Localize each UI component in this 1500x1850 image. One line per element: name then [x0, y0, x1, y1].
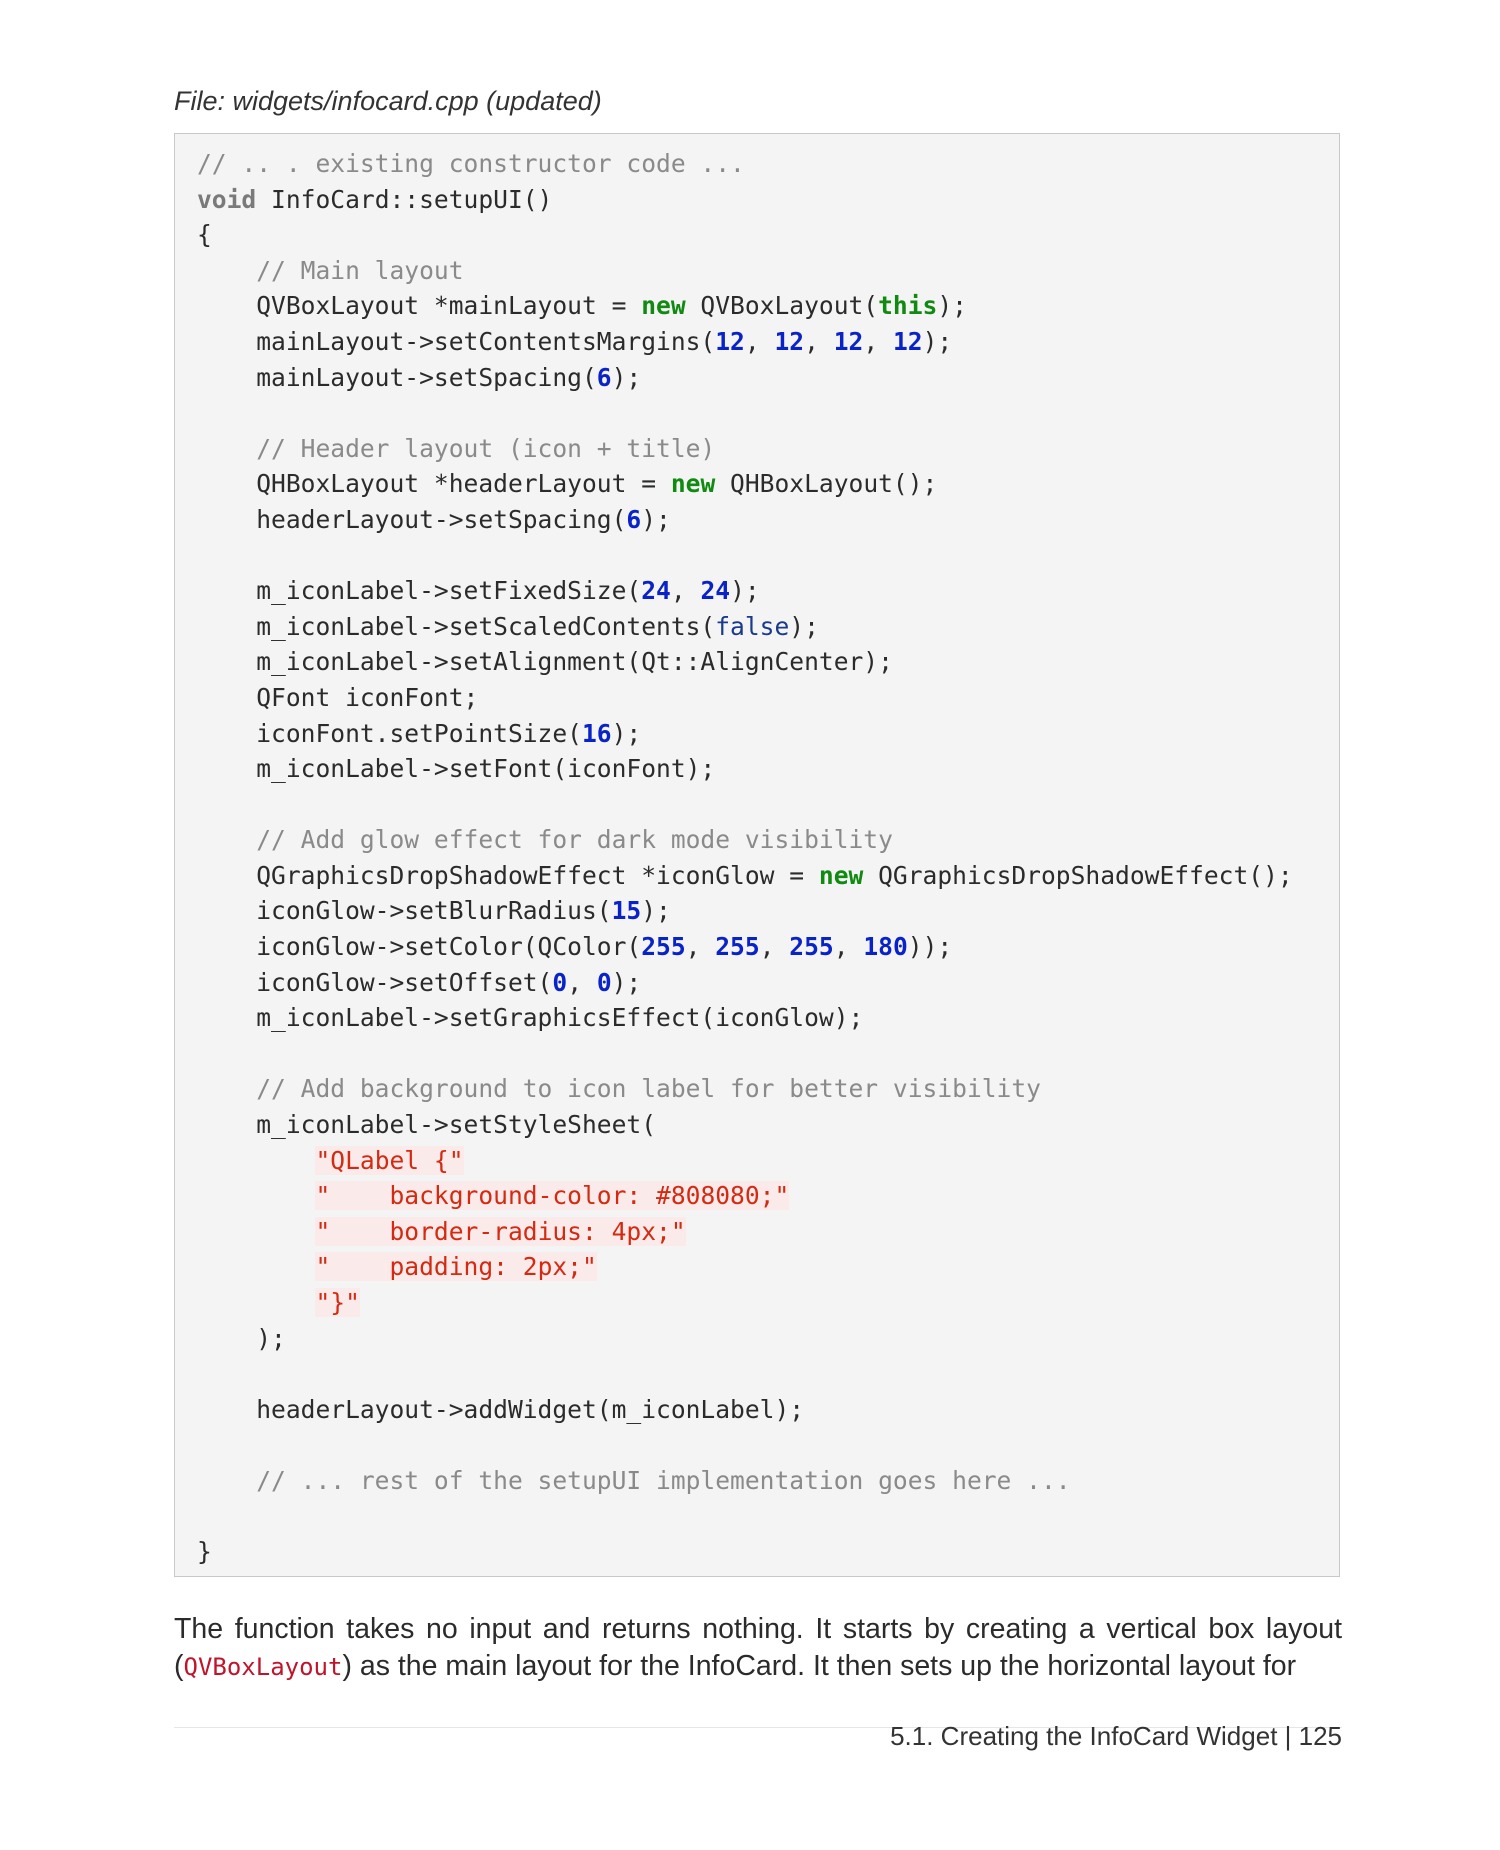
code-token-plain: ,: [759, 932, 790, 962]
code-line: [197, 1000, 1293, 1036]
code-line: [197, 360, 1293, 396]
code-line: [197, 1249, 1293, 1285]
page-footer: 5.1. Creating the InfoCard Widget | 125: [890, 1721, 1342, 1751]
file-caption: File: widgets/infocard.cpp (updated): [174, 86, 602, 116]
code-token-number: 15: [611, 896, 642, 926]
code-token-plain: m_iconLabel->setStyleSheet(: [197, 1110, 657, 1140]
code-token-plain: [197, 1288, 315, 1317]
code-token-number: 12: [774, 326, 805, 356]
body-paragraph: [174, 1611, 1342, 1686]
code-token-comment: // Main layout: [197, 255, 464, 285]
code-token-plain: [197, 1146, 315, 1175]
code-token-plain: m_iconLabel->setAlignment(Qt::AlignCenter);: [197, 647, 893, 677]
code-token-plain: QVBoxLayout(: [685, 291, 879, 321]
code-token-plain: );: [641, 504, 671, 534]
code-line: [197, 680, 1293, 716]
code-token-plain: m_iconLabel->setGraphicsEffect(iconGlow);: [197, 1003, 864, 1033]
code-token-plain: );: [641, 896, 671, 926]
code-token-plain: ,: [567, 967, 597, 997]
code-token-number: 255: [715, 932, 760, 962]
code-token-plain: QHBoxLayout();: [715, 469, 938, 499]
code-line: [197, 1392, 1293, 1428]
code-token-comment: // Header layout (icon + title): [197, 433, 716, 463]
code-token-plain: );: [611, 967, 642, 997]
code-line: [197, 288, 1293, 324]
code-token-keyword: void: [197, 184, 257, 214]
paragraph-text-after: ) as the main layout for the InfoCard. It then sets up the horizontal layout for: [342, 1650, 1297, 1682]
code-line: [197, 1036, 1293, 1072]
code-token-number: 16: [581, 718, 612, 748]
code-line: [197, 751, 1293, 787]
code-token-string: " background-color: #808080;": [315, 1181, 790, 1211]
code-token-number: 255: [641, 932, 686, 962]
code-token-number: 180: [863, 932, 908, 962]
code-line: [197, 1214, 1293, 1250]
code-token-number: 12: [833, 326, 864, 356]
code-token-plain: headerLayout->addWidget(m_iconLabel);: [197, 1394, 805, 1424]
code-token-plain: ,: [804, 326, 834, 356]
code-line: [197, 929, 1293, 965]
code-line: [197, 716, 1293, 752]
code-token-kw2: new: [670, 469, 716, 499]
code-line: [197, 1143, 1293, 1179]
code-token-comment: // .. . existing constructor code ...: [197, 149, 745, 178]
code-token-string: "}": [315, 1288, 360, 1317]
code-token-plain: QVBoxLayout *mainLayout =: [197, 291, 642, 321]
code-token-plain: [197, 1181, 315, 1210]
code-token-string: "QLabel {": [315, 1145, 464, 1175]
code-token-number: 24: [641, 576, 671, 606]
code-token-plain: iconGlow->setBlurRadius(: [197, 896, 612, 926]
code-token-plain: }: [197, 1537, 212, 1567]
code-line: [197, 253, 1293, 289]
code-token-kw2: new: [818, 860, 864, 890]
code-token-plain: iconGlow->setColor(QColor(: [197, 932, 642, 962]
code-token-plain: );: [197, 1323, 286, 1353]
code-line: [197, 644, 1293, 680]
code-token-number: 0: [552, 967, 568, 997]
inline-code: QVBoxLayout: [183, 1653, 343, 1681]
code-token-plain: );: [789, 611, 819, 641]
code-line: [197, 1463, 1293, 1499]
code-token-plain: ,: [833, 932, 864, 962]
code-token-plain: InfoCard::setupUI(): [256, 184, 553, 214]
code-line: [197, 1285, 1293, 1321]
code-token-plain: QGraphicsDropShadowEffect();: [863, 860, 1293, 890]
code-token-plain: ));: [907, 932, 953, 962]
code-token-plain: ,: [863, 326, 893, 356]
code-line: [197, 146, 1293, 182]
code-listing: [197, 146, 1293, 1570]
code-line: [197, 609, 1293, 645]
code-token-kw2: this: [878, 291, 938, 321]
code-token-plain: QFont iconFont;: [197, 682, 479, 712]
code-token-plain: ,: [670, 576, 701, 606]
code-block: [174, 133, 1340, 1577]
code-line: [197, 1071, 1293, 1107]
code-token-number: 24: [700, 576, 731, 606]
code-token-plain: m_iconLabel->setFixedSize(: [197, 576, 642, 606]
code-line: [197, 858, 1293, 894]
code-token-string: " border-radius: 4px;": [315, 1216, 686, 1246]
code-token-number: 12: [892, 326, 923, 356]
code-line: [197, 182, 1293, 218]
code-token-plain: QHBoxLayout *headerLayout =: [197, 469, 671, 499]
code-token-plain: ,: [685, 932, 716, 962]
code-token-comment: // Add glow effect for dark mode visibility: [197, 825, 893, 855]
code-line: [197, 466, 1293, 502]
code-token-number: 255: [789, 932, 834, 962]
code-line: [197, 431, 1293, 467]
code-line: [197, 324, 1293, 360]
code-token-plain: mainLayout->setContentsMargins(: [197, 326, 716, 356]
code-line: [197, 217, 1293, 253]
code-token-number: 6: [596, 362, 612, 392]
code-token-plain: m_iconLabel->setFont(iconFont);: [197, 754, 716, 784]
code-token-number: 12: [715, 326, 745, 356]
code-line: [197, 1321, 1293, 1357]
code-token-comment: // Add background to icon label for better visibility: [197, 1074, 1041, 1104]
code-line: [197, 1427, 1293, 1463]
code-token-plain: QGraphicsDropShadowEffect *iconGlow =: [197, 860, 819, 890]
code-token-plain: );: [611, 718, 642, 748]
code-line: [197, 893, 1293, 929]
code-token-number: 6: [626, 504, 642, 534]
code-line: [197, 538, 1293, 574]
code-line: [197, 1107, 1293, 1143]
code-token-plain: ,: [744, 326, 775, 356]
code-token-plain: {: [197, 220, 212, 250]
code-line: [197, 965, 1293, 1001]
code-token-plain: );: [730, 576, 760, 606]
code-line: [197, 1534, 1293, 1570]
code-line: [197, 502, 1293, 538]
code-line: [197, 1356, 1293, 1392]
code-token-string: " padding: 2px;": [315, 1252, 597, 1282]
code-line: [197, 573, 1293, 609]
code-line: [197, 395, 1293, 431]
code-line: [197, 787, 1293, 823]
code-line: [197, 1178, 1293, 1214]
code-token-comment: // ... rest of the setupUI implementation goes here ...: [197, 1465, 1071, 1495]
code-token-plain: );: [937, 291, 967, 321]
code-token-plain: mainLayout->setSpacing(: [197, 362, 597, 392]
code-token-kw2: new: [641, 291, 686, 321]
code-token-plain: headerLayout->setSpacing(: [197, 504, 627, 534]
code-line: [197, 1499, 1293, 1535]
code-token-plain: [197, 1252, 315, 1281]
code-token-plain: iconFont.setPointSize(: [197, 718, 582, 748]
code-token-plain: [197, 1217, 315, 1246]
code-token-plain: iconGlow->setOffset(: [197, 967, 553, 997]
code-token-plain: );: [922, 326, 953, 356]
code-token-number: 0: [596, 967, 612, 997]
code-line: [197, 822, 1293, 858]
code-token-literal: false: [715, 611, 790, 641]
paragraph-text-before: The function takes no input and returns nothing. It starts by creating a vertical box layout (: [174, 1613, 1342, 1682]
code-token-plain: );: [611, 362, 642, 392]
code-token-plain: m_iconLabel->setScaledContents(: [197, 611, 716, 641]
